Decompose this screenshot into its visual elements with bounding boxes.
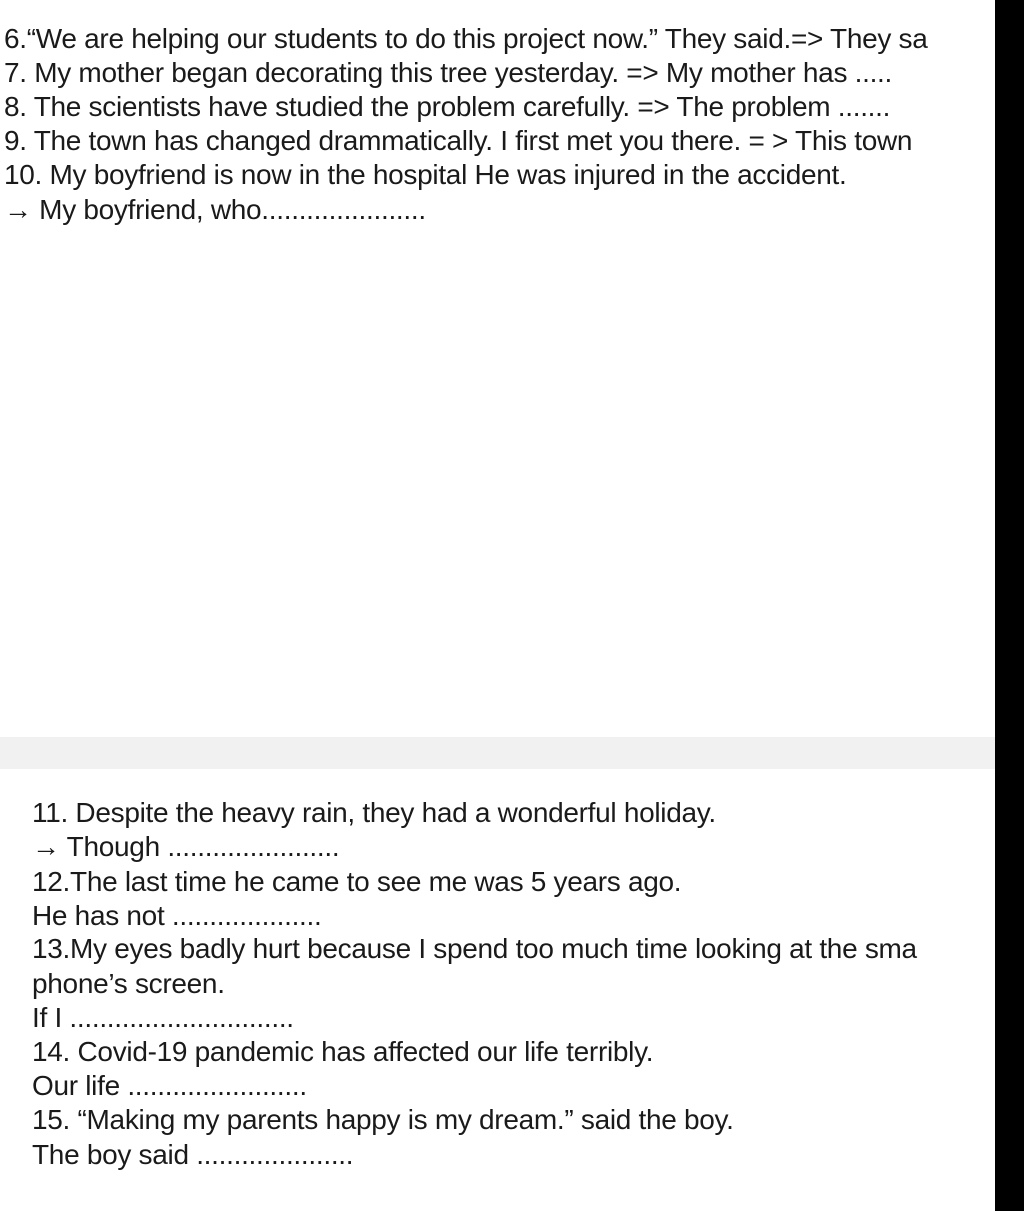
question-6: 6.“We are helping our students to do this project now.” They said.=> They sa <box>4 23 928 54</box>
question-7: 7. My mother began decorating this tree yesterday. => My mother has ..... <box>4 57 893 88</box>
question-13: 13.My eyes badly hurt because I spend too much time looking at the sma <box>32 933 917 964</box>
question-14: 14. Covid-19 pandemic has affected our life terribly. <box>32 1036 654 1067</box>
answer-13: If I .............................. <box>32 1002 294 1033</box>
question-8: 8. The scientists have studied the problem carefully. => The problem ....... <box>4 91 891 122</box>
question-11: 11. Despite the heavy rain, they had a wonderful holiday. <box>32 797 716 828</box>
answer-11: → Though ....................... <box>32 831 340 862</box>
question-15: 15. “Making my parents happy is my dream.” said the boy. <box>32 1104 734 1135</box>
answer-10: → My boyfriend, who...................... <box>4 194 426 225</box>
answer-12: He has not .................... <box>32 900 322 931</box>
question-12: 12.The last time he came to see me was 5 years ago. <box>32 866 682 897</box>
answer-15: The boy said ..................... <box>32 1139 354 1170</box>
question-9: 9. The town has changed drammatically. I first met you there. = > This town <box>4 125 913 156</box>
question-10: 10. My boyfriend is now in the hospital He was injured in the accident. <box>4 159 847 190</box>
answer-14: Our life ........................ <box>32 1070 307 1101</box>
section-divider <box>0 737 995 769</box>
question-13-cont: phone’s screen. <box>32 968 225 999</box>
